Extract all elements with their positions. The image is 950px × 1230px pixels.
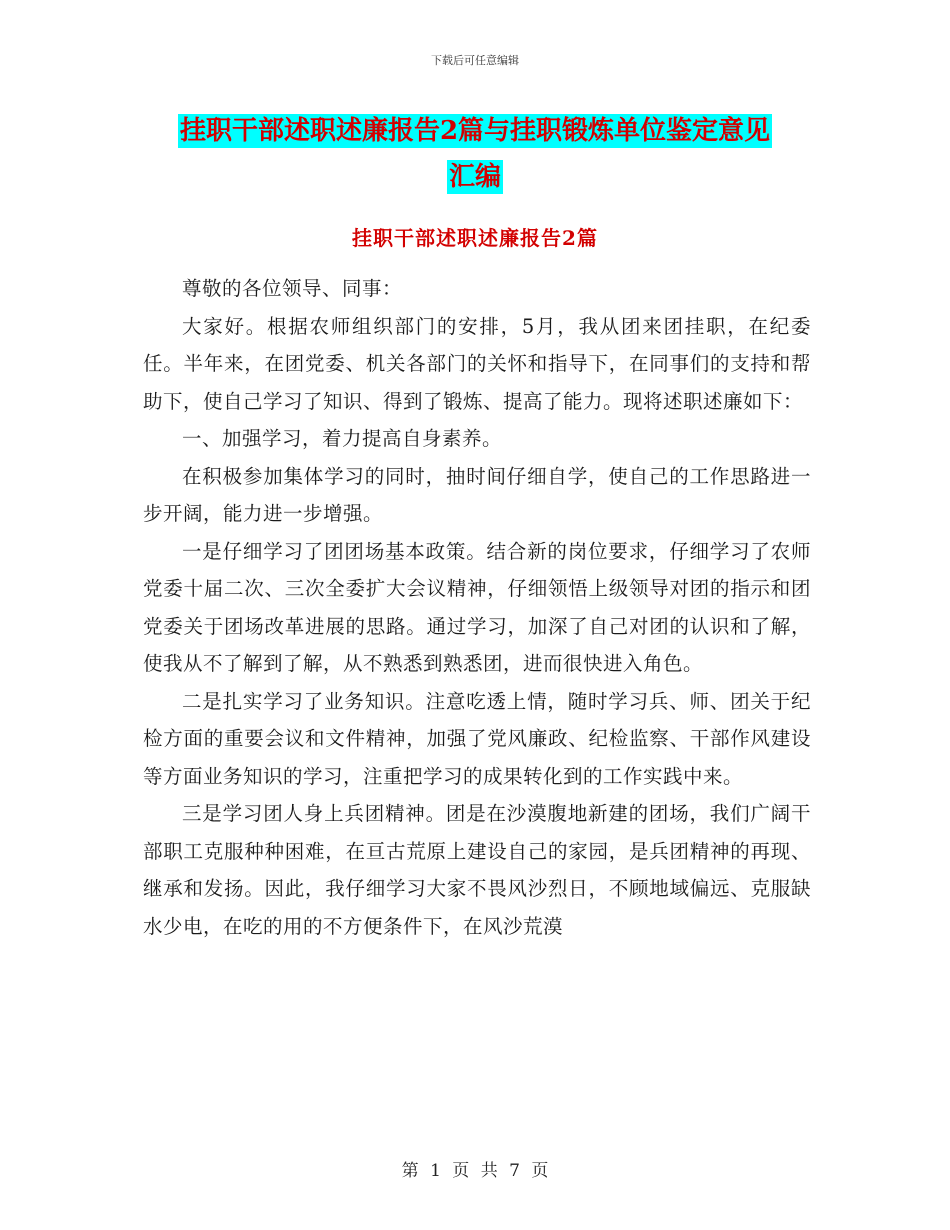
section-title: 挂职干部述职述廉报告2篇 (352, 226, 598, 250)
document-body (143, 270, 811, 945)
page-footer-page-number: 第 1 页 共 7 页 (401, 1161, 549, 1181)
paragraph: 二是扎实学习了业务知识。注意吃透上情，随时学习兵、师、团关于纪检方面的重要会议和文件精神，加强了党风廉政、纪检监察、干部作风建设等方面业务知识的学习，注重把学习的成果转化到的工作实践中来。 (143, 689, 811, 788)
paragraph: 三是学习团人身上兵团精神。团是在沙漠腹地新建的团场，我们广阔干部职工克服种种困难，在亘古荒原上建设自己的家园，是兵团精神的再现、继承和发扬。因此，我仔细学习大家不畏风沙烈日，不顾地域偏远、克服缺水少电，在吃的用的不方便条件下，在风沙荒漠 (143, 802, 811, 938)
paragraph-salutation: 尊敬的各位领导、同事： (182, 277, 403, 300)
paragraph: 在积极参加集体学习的同时，抽时间仔细自学，使自己的工作思路进一步开阔，能力进一步增强。 (143, 464, 811, 525)
document-title-line-1: 挂职干部述职述廉报告2篇与挂职锻炼单位鉴定意见 (179, 116, 771, 146)
page-header-note: 下载后可任意编辑 (431, 54, 519, 67)
paragraph-intro: 大家好。根据农师组织部门的安排，5月，我从团来团挂职，在纪委任。半年来，在团党委、机关各部门的关怀和指导下，在同事们的支持和帮助下，使自己学习了知识、得到了锻炼、提高了能力。现将述职述廉如下： (143, 314, 811, 413)
document-title (0, 108, 950, 200)
paragraph: 一是仔细学习了团团场基本政策。结合新的岗位要求，仔细学习了农师党委十届二次、三次全委扩大会议精神，仔细领悟上级领导对团的指示和团党委关于团场改革进展的思路。通过学习，加深了自己对团的认识和了解，使我从不了解到了解，从不熟悉到熟悉团，进而很快进入角色。 (143, 539, 811, 675)
paragraph-heading-1: 一、加强学习，着力提高自身素养。 (182, 427, 503, 450)
document-title-line-2: 汇编 (448, 162, 501, 192)
